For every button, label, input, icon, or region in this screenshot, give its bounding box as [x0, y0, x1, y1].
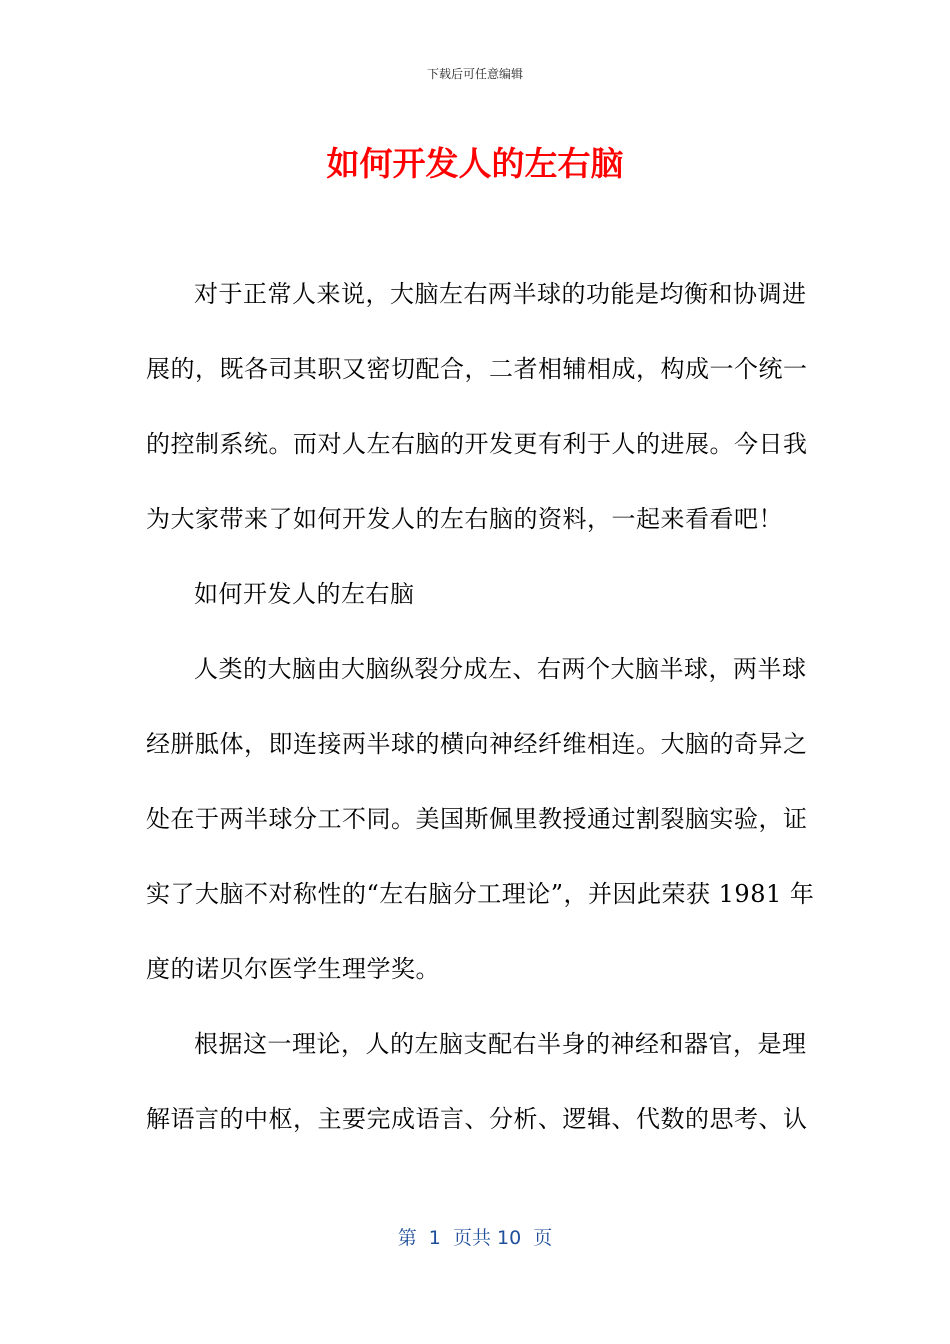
page-number-footer: 第 1 页共 10 页: [397, 1227, 553, 1249]
paragraph-2-line-1: 人类的大脑由大脑纵裂分成左、右两个大脑半球，两半球: [194, 655, 807, 683]
header-note: 下载后可任意编辑: [426, 67, 523, 81]
document-body: [146, 265, 815, 1165]
paragraph-2-line-4: 实了大脑不对称性的“左右脑分工理论”，并因此荣获 1981 年: [146, 880, 815, 908]
section-heading: 如何开发人的左右脑: [194, 580, 415, 608]
document-title: 如何开发人的左右脑: [326, 144, 624, 183]
paragraph-1-line-3: 的控制系统。而对人左右脑的开发更有利于人的进展。今日我: [146, 430, 808, 458]
paragraph-3-line-1: 根据这一理论，人的左脑支配右半身的神经和器官，是理: [194, 1030, 807, 1058]
paragraph-2-line-3: 处在于两半球分工不同。美国斯佩里教授通过割裂脑实验，证: [146, 805, 808, 833]
paragraph-1-line-4: 为大家带来了如何开发人的左右脑的资料，一起来看看吧！: [146, 505, 783, 533]
paragraph-2-line-5: 度的诺贝尔医学生理学奖。: [146, 955, 440, 983]
paragraph-1-line-1: 对于正常人来说，大脑左右两半球的功能是均衡和协调进: [194, 280, 807, 308]
paragraph-3-line-2: 解语言的中枢，主要完成语言、分析、逻辑、代数的思考、认: [146, 1105, 808, 1133]
paragraph-2-line-2: 经胼胝体，即连接两半球的横向神经纤维相连。大脑的奇异之: [146, 730, 808, 758]
paragraph-1-line-2: 展的，既各司其职又密切配合，二者相辅相成，构成一个统一: [146, 355, 808, 383]
